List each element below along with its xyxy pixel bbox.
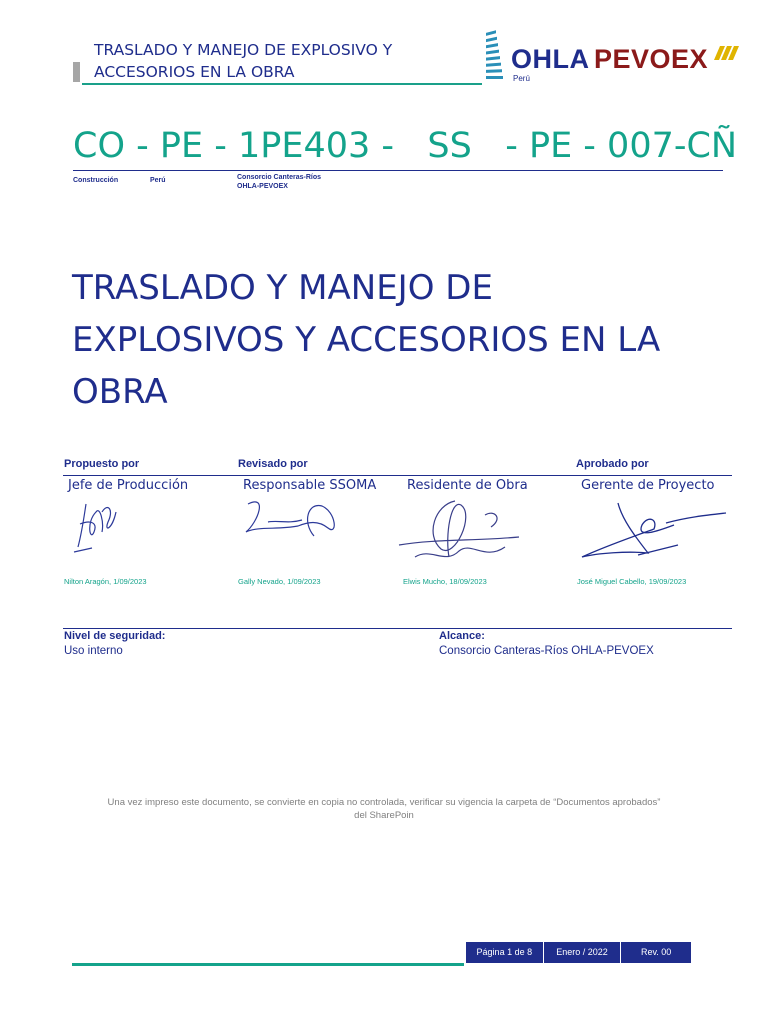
- document-title-line3: OBRA: [72, 372, 168, 412]
- security-level-label: Nivel de seguridad:: [64, 630, 166, 642]
- signature-3-icon: [395, 495, 530, 580]
- approved-by-label: Aprobado por: [576, 458, 649, 470]
- company-logo-icon: [482, 30, 512, 82]
- scope-label: Alcance:: [439, 630, 485, 642]
- proposed-by-label: Propuesto por: [64, 458, 140, 470]
- signer-name-1: Nilton Aragón, 1/09/2023: [64, 577, 147, 586]
- code-label-peru: Perú: [150, 177, 166, 184]
- header-underline: [82, 83, 482, 85]
- document-title-line1: TRASLADO Y MANEJO DE: [72, 268, 493, 308]
- document-code: CO - PE - 1PE403 - SS - PE - 007-CÑ: [73, 126, 738, 166]
- header-title-line2: ACCESORIOS EN LA OBRA: [94, 63, 295, 81]
- signature-1-icon: [68, 492, 128, 562]
- signature-2-icon: [238, 492, 348, 552]
- code-label-construccion: Construcción: [73, 177, 119, 184]
- approvals-divider: [63, 475, 732, 476]
- signature-4-icon: [578, 495, 728, 565]
- scope-value: Consorcio Canteras-Ríos OHLA-PEVOEX: [439, 645, 654, 657]
- code-label-consorcio-line1: Consorcio Canteras-Ríos: [237, 174, 322, 181]
- footer-line: [72, 963, 464, 966]
- logo-slashes-icon: [714, 46, 740, 62]
- header-title-line1: TRASLADO Y MANEJO DE EXPLOSIVO Y: [94, 41, 393, 59]
- signer-name-2: Gally Nevado, 1/09/2023: [238, 577, 321, 586]
- footer-revision: Rev. 00: [640, 947, 672, 957]
- footer-page: Página 1 de 8: [466, 942, 544, 963]
- footer-date: Enero / 2022: [544, 942, 622, 963]
- code-label-consorcio: [237, 173, 321, 191]
- signer-name-4: José Miguel Cabello, 19/09/2023: [577, 577, 687, 586]
- signer-role-1: Jefe de Producción: [68, 478, 189, 493]
- footer-info-box: [466, 942, 691, 963]
- logo-subtitle: Perú: [513, 74, 530, 83]
- security-level-value: Uso interno: [64, 645, 123, 657]
- code-label-consorcio-line2: OHLA-PEVOEX: [237, 183, 288, 190]
- print-disclaimer: Una vez impreso este documento, se convierte en copia no controlada, verificar su vigencia la carpeta de “Documentos aprobados” del SharePoin: [107, 797, 661, 821]
- header-accent-bar: [73, 62, 80, 82]
- signer-name-3: Elwis Mucho, 18/09/2023: [403, 577, 487, 586]
- signer-role-2: Responsable SSOMA: [243, 478, 377, 493]
- header-title: [94, 39, 454, 83]
- signer-role-3: Residente de Obra: [407, 478, 528, 493]
- logo-text-pevoex: PEVOEX: [594, 44, 709, 74]
- reviewed-by-label: Revisado por: [238, 458, 308, 470]
- security-divider: [63, 628, 732, 629]
- code-underline: [73, 170, 723, 171]
- document-title: [72, 262, 712, 418]
- signer-role-4: Gerente de Proyecto: [581, 478, 715, 493]
- document-title-line2: EXPLOSIVOS Y ACCESORIOS EN LA: [72, 320, 661, 360]
- logo-text-ohla: OHLA: [511, 44, 590, 74]
